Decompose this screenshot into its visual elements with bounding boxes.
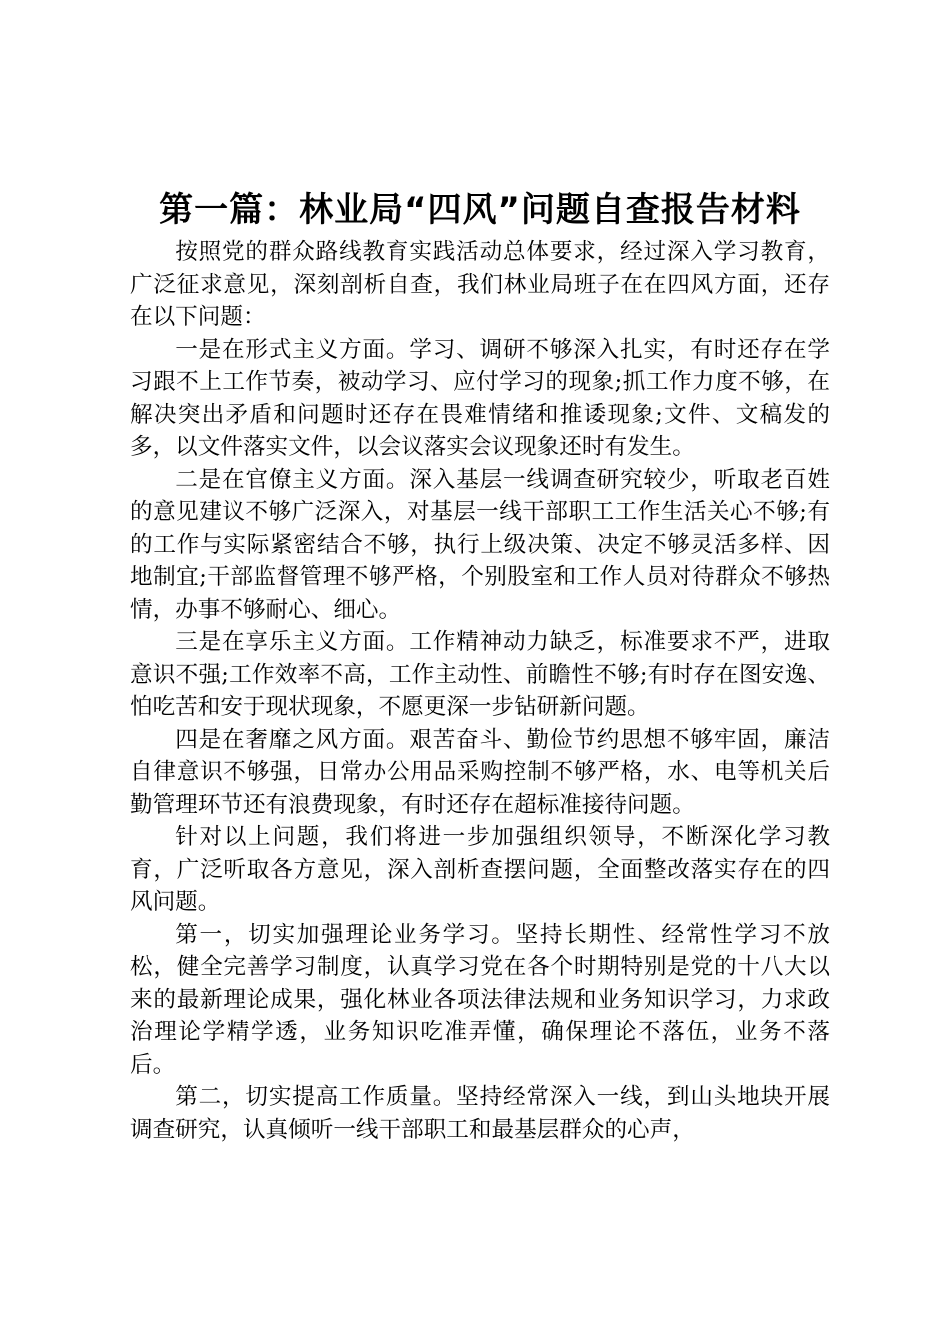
paragraph-extravagance: 四是在奢靡之风方面。艰苦奋斗、勤俭节约思想不够牢固，廉洁自律意识不够强，日常办公用品采购控制不够严格，水、电等机关后勤管理环节还有浪费现象，有时还存在超标准接待问题。 [130,726,830,818]
paragraph-measure-two: 第二，切实提高工作质量。坚持经常深入一线，到山头地块开展调查研究，认真倾听一线干部职工和最基层群众的心声， [130,1084,830,1143]
paragraph-formalism: 一是在形式主义方面。学习、调研不够深入扎实，有时还存在学习跟不上工作节奏，被动学习、应付学习的现象;抓工作力度不够，在解决突出矛盾和问题时还存在畏难情绪和推诿现象;文件、文稿发的多，以文件落实文件，以会议落实会议现象还时有发生。 [130,336,830,460]
paragraph-hedonism: 三是在享乐主义方面。工作精神动力缺乏，标准要求不严，进取意识不强;工作效率不高，工作主动性、前瞻性不够;有时存在图安逸、怕吃苦和安于现状现象，不愿更深一步钻研新问题。 [130,629,830,720]
document-body [130,236,830,1146]
paragraph-bureaucratism: 二是在官僚主义方面。深入基层一线调查研究较少，听取老百姓的意见建议不够广泛深入，对基层一线干部职工工作生活关心不够;有的工作与实际紧密结合不够，执行上级决策、决定不够灵活多样、因地制宜;干部监督管理不够严格，个别股室和工作人员对待群众不够热情，办事不够耐心、细心。 [130,466,830,623]
paragraph-response: 针对以上问题，我们将进一步加强组织领导，不断深化学习教育，广泛听取各方意见，深入剖析查摆问题，全面整改落实存在的四风问题。 [130,824,830,915]
document-title: 第一篇：林业局“四风”问题自查报告材料 [159,190,801,230]
paragraph-intro: 按照党的群众路线教育实践活动总体要求，经过深入学习教育，广泛征求意见，深刻剖析自查，我们林业局班子在在四风方面，还存在以下问题： [130,239,830,330]
paragraph-measure-one: 第一，切实加强理论业务学习。坚持长期性、经常性学习不放松，健全完善学习制度，认真学习党在各个时期特别是党的十八大以来的最新理论成果，强化林业各项法律法规和业务知识学习，力求政治理论学精学透，业务知识吃准弄懂，确保理论不落伍，业务不落后。 [130,921,830,1078]
